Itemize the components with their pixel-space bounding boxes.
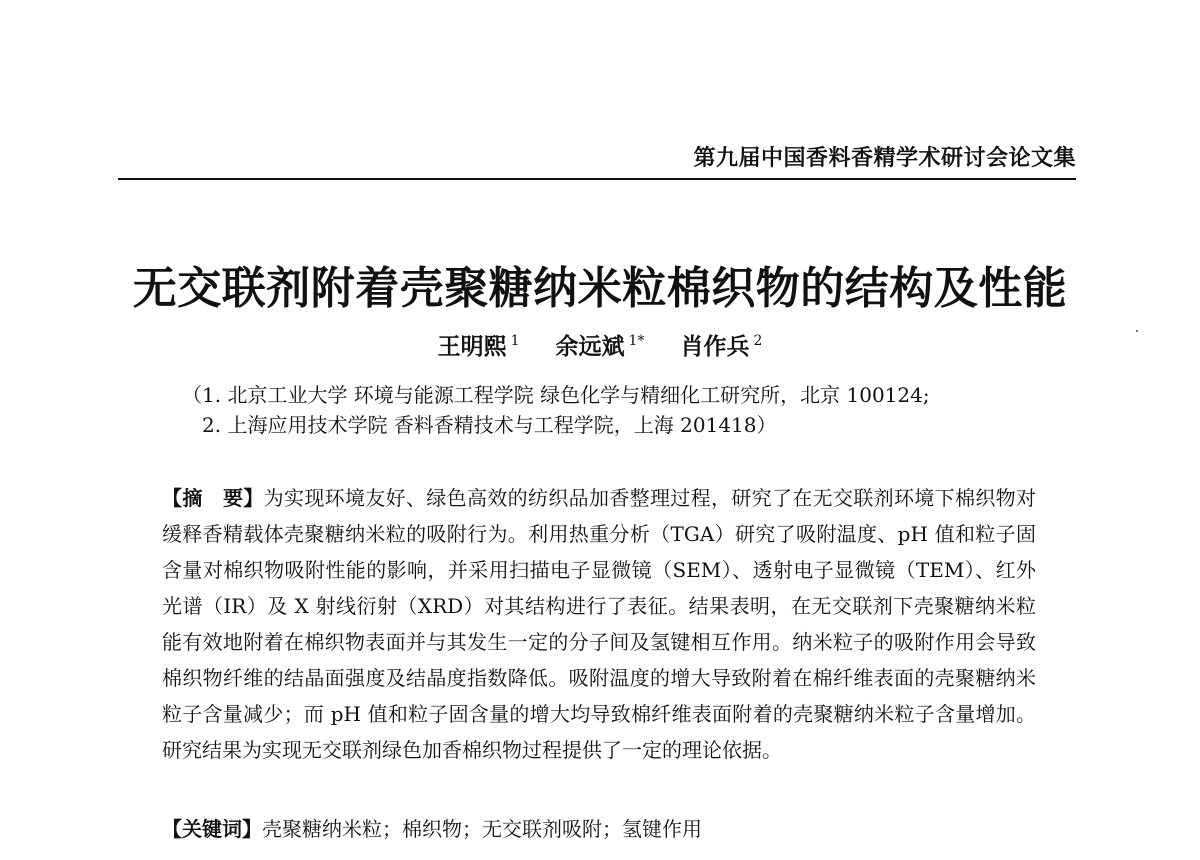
keywords	[162, 814, 1036, 844]
running-header	[118, 140, 1076, 180]
author-2	[556, 328, 645, 361]
affiliation-line-1: （1. 北京工业大学 环境与能源工程学院 绿色化学与精细化工研究所，北京 100124;	[182, 383, 930, 407]
author-3-name: 肖作兵	[680, 333, 750, 360]
keywords-text: 壳聚糖纳米粒；棉织物；无交联剂吸附；氢键作用	[262, 817, 702, 841]
author-1	[438, 328, 520, 361]
scan-artifact	[1136, 330, 1138, 332]
running-header-text: 第九届中国香料香精学术研讨会论文集	[693, 146, 1076, 171]
keywords-label: 【关键词】	[162, 817, 262, 841]
abstract-label: 【摘 要】	[162, 486, 264, 510]
author-3-affil: 2	[753, 333, 763, 350]
affiliations	[182, 380, 1082, 440]
abstract	[162, 480, 1036, 768]
abstract-text: 为实现环境友好、绿色高效的纺织品加香整理过程，研究了在无交联剂环境下棉织物对缓释香精载体壳聚糖纳米粒的吸附行为。利用热重分析（TGA）研究了吸附温度、pH 值和粒子固含量对棉织物吸附性能的影响，并采用扫描电子显微镜（SEM）、透射电子显微镜（TEM）、红外光谱（IR）及 X 射线衍射（XRD）对其结构进行了表征。结果表明，在无交联剂下壳聚糖纳米粒能有效地附着在棉织物表面并与其发生一定的分子间及氢键相互作用。纳米粒子的吸附作用会导致棉织物纤维的结晶面强度及结晶度指数降低。吸附温度的增大导致附着在棉纤维表面的壳聚糖纳米粒子含量减少；而 pH 值和粒子固含量的增大均导致棉纤维表面附着的壳聚糖纳米粒子含量增加。研究结果为实现无交联剂绿色加香棉织物过程提供了一定的理论依据。	[162, 486, 1037, 762]
author-2-affil: 1*	[628, 333, 645, 350]
author-2-name: 余远斌	[555, 333, 625, 360]
paper-title: 无交联剂附着壳聚糖纳米粒棉织物的结构及性能	[132, 263, 1068, 314]
author-list	[0, 328, 1200, 361]
author-3	[680, 328, 762, 361]
author-1-name: 王明熙	[437, 333, 507, 360]
author-1-affil: 1	[510, 333, 520, 350]
affiliation-line-2: 2. 上海应用技术学院 香料香精技术与工程学院，上海 201418）	[202, 413, 777, 437]
